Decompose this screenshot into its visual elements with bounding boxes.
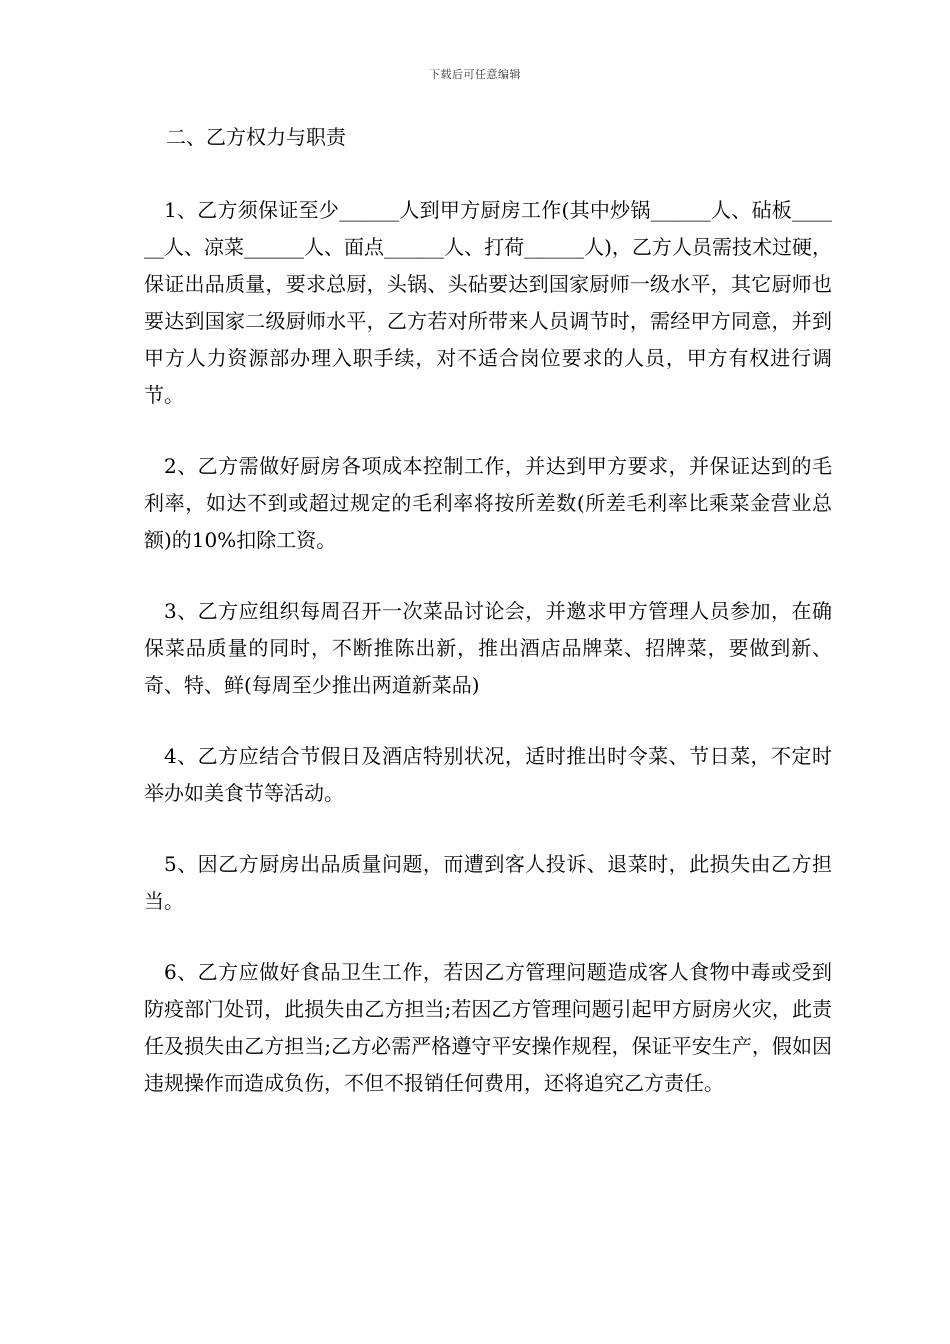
clause-5: 5、因乙方厨房出品质量问题，而遭到客人投诉、退菜时，此损失由乙方担当。 xyxy=(144,852,832,913)
clause-2: 2、乙方需做好厨房各项成本控制工作，并达到甲方要求，并保证达到的毛利率，如达不到或超过规定的毛利率将按所差数(所差毛利率比乘菜金营业总额)的10%扣除工资。 xyxy=(144,454,832,552)
section-title: 二、乙方权力与职责 xyxy=(166,125,346,149)
clause-4: 4、乙方应结合节假日及酒店特别状况，适时推出时令菜、节日菜，不定时举办如美食节等活动。 xyxy=(144,744,832,805)
document-body xyxy=(144,192,832,1136)
clause-3: 3、乙方应组织每周召开一次菜品讨论会，并邀求甲方管理人员参加，在确保菜品质量的同时，不断推陈出新，推出酒店品牌菜、招牌菜，要做到新、奇、特、鲜(每周至少推出两道新菜品) xyxy=(144,599,832,697)
clause-1: 1、乙方须保证至少______人到甲方厨房工作(其中炒锅______人、砧板______人、凉菜______人、面点______人、打荷______人)，乙方人员需技术过硬，保证出品质量，要求总厨，头锅、头砧要达到国家厨师一级水平，其它厨师也要达到国家二级厨师水平，乙方若对所带来人员调节时，需经甲方同意，并到甲方人力资源部办理入职手续，对不适合岗位要求的人员，甲方有权进行调节。 xyxy=(144,198,832,407)
page-header: 下载后可任意编辑 xyxy=(429,68,521,81)
clause-6: 6、乙方应做好食品卫生工作，若因乙方管理问题造成客人食物中毒或受到防疫部门处罚，此损失由乙方担当;若因乙方管理问题引起甲方厨房火灾，此责任及损失由乙方担当;乙方必需严格遵守平安操作规程，保证平安生产，假如因违规操作而造成负伤，不但不报销任何费用，还将追究乙方责任。 xyxy=(144,960,832,1095)
